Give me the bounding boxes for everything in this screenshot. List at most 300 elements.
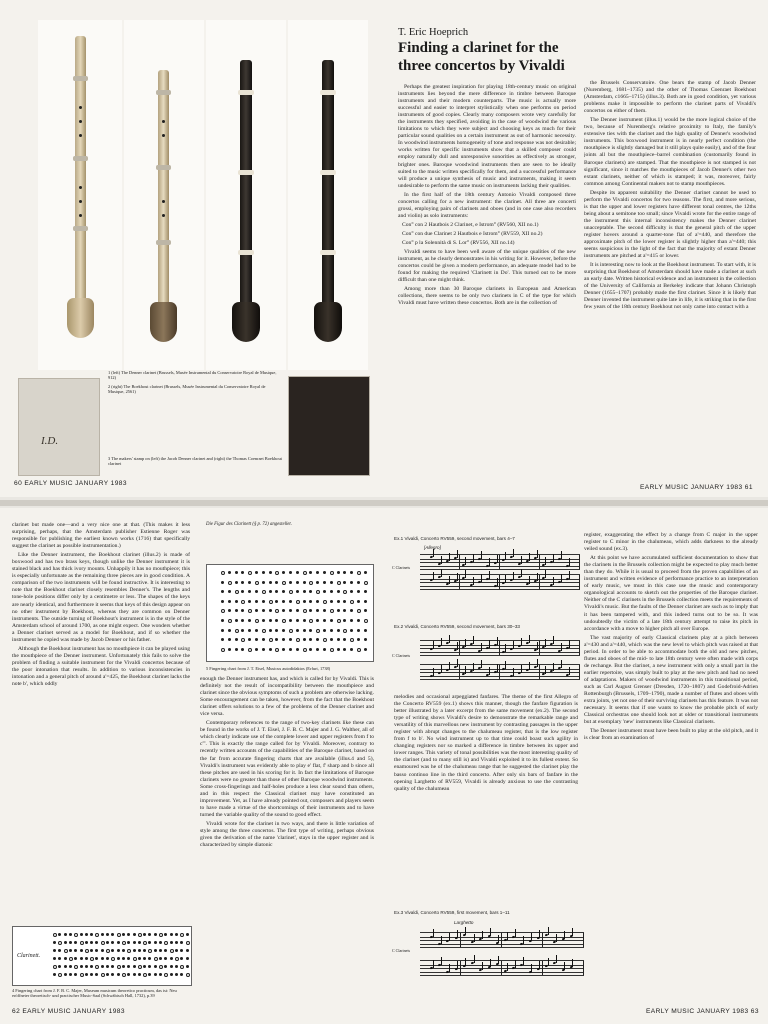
finger-hole-dot bbox=[228, 581, 232, 585]
finger-hole-dot bbox=[235, 590, 239, 594]
finger-hole-dot bbox=[330, 619, 333, 622]
staff-line bbox=[420, 559, 580, 560]
finger-hole-dot bbox=[117, 973, 120, 976]
barline bbox=[539, 641, 540, 655]
staff-I bbox=[420, 932, 584, 948]
finger-hole-dot bbox=[248, 638, 251, 641]
note-stem bbox=[561, 574, 562, 582]
finger-hole-dot bbox=[337, 600, 340, 603]
barline bbox=[499, 555, 500, 569]
finger-hole-dot bbox=[111, 941, 114, 944]
finger-hole-dot bbox=[138, 949, 141, 952]
finger-hole-dot bbox=[221, 609, 225, 613]
finger-hole-dot bbox=[143, 949, 146, 952]
finger-hole-dot bbox=[154, 965, 157, 968]
finger-hole-dot bbox=[143, 957, 146, 960]
finger-hole-dot bbox=[85, 941, 88, 944]
note-stem bbox=[481, 551, 482, 559]
finger-hole-dot bbox=[235, 648, 238, 651]
finger-hole-dot bbox=[323, 571, 326, 574]
finger-hole-dot bbox=[255, 581, 259, 585]
note-stem bbox=[513, 549, 514, 557]
paragraph: Although the Boekhout instrument has no mouthpiece it can be played using the mouthpiece of the Denner instrument. Unfortunately this fails to solve the problem of finding a suitable instrument for the Vivaldi concertos because of the poor intonation that results. In addition to various inconsistencies in intonation and a general pitch of around a'=425, the Boekhout clarinet lacks the note b', which oddly bbox=[12, 645, 190, 688]
note-stem bbox=[481, 660, 482, 668]
finger-hole-dot bbox=[143, 933, 146, 936]
barline bbox=[459, 665, 460, 679]
finger-hole-dot bbox=[309, 629, 312, 632]
finger-hole-dot bbox=[117, 941, 120, 944]
note-stem bbox=[569, 640, 570, 648]
note-stem bbox=[481, 574, 482, 582]
paragraph: Among more than 30 Baroque clarinets in European and American collections, there seems to be only two clarinets in C of the type for which Vivaldi must have written these concertos. Both are in the collection of bbox=[398, 286, 576, 307]
staff-line bbox=[420, 968, 584, 969]
finger-hole-dot bbox=[90, 973, 93, 976]
finger-hole-dot bbox=[186, 933, 189, 936]
note-stem bbox=[433, 549, 434, 557]
finger-hole-dot bbox=[180, 957, 183, 960]
finger-hole-dot bbox=[350, 609, 353, 612]
finger-hole-dot bbox=[296, 609, 299, 612]
note-stem bbox=[457, 573, 458, 581]
finger-hole-dot bbox=[296, 571, 299, 574]
finger-hole-dot bbox=[138, 965, 142, 969]
finger-hole-dot bbox=[154, 973, 157, 976]
clarinet-image bbox=[240, 60, 252, 340]
finger-hole-dot bbox=[80, 949, 83, 952]
finger-hole-dot bbox=[316, 638, 319, 641]
finger-hole-dot bbox=[111, 965, 114, 968]
finger-hole-dot bbox=[53, 973, 56, 976]
finger-hole-dot bbox=[337, 590, 340, 593]
finger-hole-dot bbox=[122, 941, 126, 945]
page-62 bbox=[0, 508, 384, 1024]
finger-hole-dot bbox=[228, 609, 231, 612]
paragraph: Vivaldi wrote for the clarinet in two ways, and there is little variation of style among the three concertos. The first type of writing, perhaps obvious given the derivation of the name 'clarinet', stays in the upper register and is characterized by simple diatonic bbox=[200, 820, 374, 849]
finger-hole-dot bbox=[289, 600, 292, 603]
finger-hole-dot bbox=[154, 957, 158, 961]
finger-hole-dot bbox=[275, 648, 279, 652]
finger-hole-dot bbox=[64, 941, 67, 944]
finger-hole-dot bbox=[262, 581, 265, 584]
paragraph: At this point we have accumulated sufficient documentation to show that the clarinets in the Brussels collection might be expected to play much better than they do. While it is usual to proceed from the proven capabilities of an instrument and written evidence of performance practice to an interpretation of early music, we must in this case use the music and contemporary organological accounts to sketch out the properties of the Baroque clarinet. Neither of the C clarinets in the Brussels collection meets the requirements of Vivaldi's music. But the faults of the Denner clarinet are such as to imply that it has been tampered with, and this indeed turns out to be so. It was undoubtedly the victim of a late 18th century attempt to raise its pitch in accordance with a move to higher pitch all over Europe. bbox=[584, 555, 758, 632]
finger-hole-dot bbox=[357, 590, 360, 593]
note-stem bbox=[441, 936, 442, 944]
note-stem bbox=[497, 637, 498, 645]
note-stem bbox=[507, 963, 508, 971]
note-stem bbox=[489, 667, 490, 675]
finger-hole-dot bbox=[180, 933, 184, 937]
barline bbox=[579, 575, 580, 589]
note-stem bbox=[569, 558, 570, 566]
finger-hole-dot bbox=[101, 941, 105, 945]
finger-hole-dot bbox=[69, 933, 72, 936]
note-stem bbox=[537, 642, 538, 650]
finger-hole-dot bbox=[282, 600, 285, 603]
finger-hole-dot bbox=[148, 957, 151, 960]
finger-hole-dot bbox=[53, 965, 57, 969]
staff-line bbox=[420, 566, 580, 567]
finger-hole-dot bbox=[330, 609, 334, 613]
note-stem bbox=[433, 572, 434, 580]
finger-hole-dot bbox=[248, 609, 252, 613]
finger-hole-dot bbox=[58, 973, 62, 977]
finger-hole-dot bbox=[316, 648, 319, 651]
note-stem bbox=[531, 964, 532, 972]
clarinet-image bbox=[322, 60, 334, 340]
note-stem bbox=[523, 957, 524, 965]
finger-hole-dot bbox=[235, 629, 239, 633]
finger-hole-dot bbox=[316, 600, 319, 603]
note-stem bbox=[465, 557, 466, 565]
finger-hole-dot bbox=[350, 571, 353, 574]
finger-hole-dot bbox=[143, 973, 147, 977]
note-stem bbox=[513, 668, 514, 676]
figure-caption-4: 4 Fingering chart from J. F. B. C. Majer, Museum musicum theoretico practicum, das ist: Neu eröffneter theoretisch- und practischer Music-Saal (Schwäbisch Hall, 1732), p.39 bbox=[12, 988, 177, 999]
finger-hole-dot bbox=[357, 571, 361, 575]
finger-hole-dot bbox=[275, 600, 278, 603]
finger-hole-dot bbox=[186, 941, 190, 945]
note-stem bbox=[449, 662, 450, 670]
finger-hole-dot bbox=[148, 973, 151, 976]
finger-hole-dot bbox=[101, 957, 104, 960]
page-footer: EARLY MUSIC JANUARY 1983 61 bbox=[640, 484, 753, 491]
finger-hole-dot bbox=[282, 638, 285, 641]
finger-hole-dot bbox=[133, 957, 137, 961]
note-stem bbox=[433, 929, 434, 937]
finger-hole-dot bbox=[337, 609, 340, 612]
staff-I bbox=[420, 554, 580, 570]
note-stem bbox=[521, 556, 522, 564]
finger-hole-dot bbox=[309, 581, 313, 585]
finger-hole-dot bbox=[357, 629, 360, 632]
finger-hole-dot bbox=[303, 590, 306, 593]
finger-hole-dot bbox=[175, 949, 178, 952]
finger-hole-dot bbox=[241, 571, 244, 574]
finger-hole-dot bbox=[127, 933, 130, 936]
finger-hole-dot bbox=[262, 619, 265, 622]
finger-hole-dot bbox=[143, 941, 147, 945]
note-stem bbox=[449, 553, 450, 561]
example-caption: Ex.3 Vivaldi, Concerto RV559, first movement, bars 1–11 bbox=[394, 910, 510, 915]
figure-caption-3: 3 The makers' stamp on (left) the Jacob Denner clarinet and (right) the Thomas Coenraet Boekhout clarinet bbox=[108, 456, 282, 467]
finger-hole-dot bbox=[148, 949, 152, 953]
text-column-left bbox=[394, 694, 578, 994]
finger-hole-dot bbox=[228, 648, 231, 651]
finger-hole-dot bbox=[64, 973, 67, 976]
finger-hole-dot bbox=[350, 581, 353, 584]
note-stem bbox=[490, 928, 491, 936]
finger-hole-dot bbox=[303, 600, 306, 603]
barline bbox=[501, 933, 502, 947]
finger-hole-dot bbox=[269, 600, 273, 604]
finger-hole-dot bbox=[106, 941, 109, 944]
staff-line bbox=[420, 652, 580, 653]
paragraph: It is interesting now to look at the Boekhout instrument. To start with, it is surprising that Boekhout of Amsterdam should have made a clarinet at such an early date. Written historical evidence and an instrument in the collection of the University of California at Berkeley indicate that Johann Christoph Denner (1655–1707) probably made the first clarinet. Since it is likely that Denner invented the instrument quite late in life, it is striking that in the first few years of the 18th century Boekhout not only came into contact with a bbox=[584, 262, 756, 311]
stamp-denner-text: I.D. bbox=[41, 435, 59, 447]
finger-hole-dot bbox=[303, 638, 306, 641]
finger-hole-dot bbox=[80, 957, 83, 960]
finger-hole-dot bbox=[228, 638, 231, 641]
finger-hole-dot bbox=[323, 638, 327, 642]
note-stem bbox=[481, 643, 482, 651]
finger-hole-dot bbox=[180, 973, 183, 976]
note-stem bbox=[572, 928, 573, 936]
finger-hole-dot bbox=[241, 619, 244, 622]
concerto-list-item: Con° p la Solennità di S. Lor° (RV556, XII no.14) bbox=[402, 239, 515, 246]
note-stem bbox=[553, 663, 554, 671]
finger-hole-dot bbox=[122, 949, 125, 952]
part-label: C Clarinets bbox=[392, 653, 411, 658]
finger-hole-dot bbox=[350, 629, 353, 632]
note-stem bbox=[489, 571, 490, 579]
finger-hole-dot bbox=[159, 957, 162, 960]
finger-hole-dot bbox=[170, 965, 173, 968]
finger-hole-dot bbox=[350, 648, 353, 651]
barline bbox=[579, 665, 580, 679]
finger-hole-dot bbox=[64, 949, 68, 953]
finger-hole-dot bbox=[235, 571, 238, 574]
finger-hole-dot bbox=[303, 629, 306, 632]
finger-hole-dot bbox=[296, 648, 299, 651]
note-stem bbox=[474, 955, 475, 963]
finger-hole-dot bbox=[180, 949, 183, 952]
finger-hole-dot bbox=[255, 590, 258, 593]
finger-hole-dot bbox=[330, 571, 334, 575]
finger-hole-dot bbox=[248, 619, 251, 622]
finger-hole-dot bbox=[282, 609, 285, 612]
finger-hole-dot bbox=[175, 941, 178, 944]
finger-hole-dot bbox=[343, 638, 346, 641]
finger-hole-dot bbox=[95, 949, 98, 952]
finger-hole-dot bbox=[289, 590, 293, 594]
note-stem bbox=[539, 961, 540, 969]
staff-line bbox=[420, 648, 580, 649]
finger-hole-dot bbox=[323, 619, 326, 622]
finger-hole-dot bbox=[228, 590, 231, 593]
finger-hole-dot bbox=[255, 619, 259, 623]
finger-hole-dot bbox=[296, 629, 299, 632]
barline bbox=[499, 641, 500, 655]
photo-boekhout-clarinet-front bbox=[206, 20, 286, 370]
finger-hole-dot bbox=[175, 933, 178, 936]
finger-hole-dot bbox=[148, 965, 151, 968]
finger-hole-dot bbox=[106, 949, 110, 953]
note-stem bbox=[507, 932, 508, 940]
figure-caption-1: 1 (left) The Denner clarinet (Brussels, Musée Instrumental du Conservatoire Royal de Musique, 912) bbox=[108, 370, 277, 381]
note-stem bbox=[531, 933, 532, 941]
chart-heading: Die Figur des Clarinett (§ p. 72) angestellet. bbox=[206, 522, 292, 527]
finger-hole-dot bbox=[175, 973, 178, 976]
finger-hole-dot bbox=[275, 629, 278, 632]
note-stem bbox=[473, 663, 474, 671]
note-stem bbox=[545, 666, 546, 674]
finger-hole-dot bbox=[316, 609, 319, 612]
finger-hole-dot bbox=[58, 949, 61, 952]
note-stem bbox=[482, 962, 483, 970]
finger-hole-dot bbox=[85, 973, 88, 976]
finger-hole-dot bbox=[117, 933, 121, 937]
finger-hole-dot bbox=[85, 965, 88, 968]
barline bbox=[539, 665, 540, 679]
finger-hole-dot bbox=[316, 629, 320, 633]
finger-hole-dot bbox=[364, 619, 368, 623]
finger-hole-dot bbox=[343, 648, 346, 651]
barline bbox=[539, 575, 540, 589]
finger-hole-dot bbox=[111, 933, 114, 936]
staff-line bbox=[420, 965, 584, 966]
note-stem bbox=[561, 643, 562, 651]
finger-hole-dot bbox=[255, 571, 258, 574]
finger-hole-dot bbox=[85, 949, 89, 953]
finger-hole-dot bbox=[221, 600, 224, 603]
finger-hole-dot bbox=[364, 590, 367, 593]
note-stem bbox=[553, 577, 554, 585]
finger-hole-dot bbox=[289, 619, 292, 622]
note-stem bbox=[545, 557, 546, 565]
note-stem bbox=[449, 933, 450, 941]
finger-hole-dot bbox=[241, 638, 245, 642]
staff-line bbox=[420, 586, 580, 587]
finger-hole-dot bbox=[164, 941, 168, 945]
staff-line bbox=[420, 676, 580, 677]
finger-hole-dot bbox=[95, 957, 98, 960]
finger-hole-dot bbox=[85, 957, 88, 960]
finger-hole-dot bbox=[357, 648, 361, 652]
finger-hole-dot bbox=[330, 648, 334, 652]
finger-hole-dot bbox=[343, 609, 346, 612]
finger-hole-dot bbox=[275, 590, 278, 593]
finger-hole-dot bbox=[148, 941, 151, 944]
finger-hole-dot bbox=[323, 581, 326, 584]
finger-hole-dot bbox=[106, 933, 109, 936]
finger-hole-dot bbox=[282, 648, 285, 651]
finger-hole-dot bbox=[90, 949, 93, 952]
note-stem bbox=[537, 550, 538, 558]
finger-hole-dot bbox=[101, 965, 104, 968]
finger-hole-dot bbox=[309, 571, 312, 574]
finger-hole-dot bbox=[248, 600, 251, 603]
finger-hole-dot bbox=[122, 973, 126, 977]
note-stem bbox=[556, 955, 557, 963]
finger-hole-dot bbox=[122, 933, 125, 936]
finger-hole-dot bbox=[221, 629, 224, 632]
staff-line bbox=[420, 562, 580, 563]
finger-hole-dot bbox=[275, 638, 278, 641]
note-stem bbox=[465, 927, 466, 935]
finger-hole-dot bbox=[127, 973, 130, 976]
note-stem bbox=[513, 641, 514, 649]
fingering-chart-eisel bbox=[206, 564, 374, 662]
note-stem bbox=[441, 556, 442, 564]
barline bbox=[579, 641, 580, 655]
note-stem bbox=[465, 570, 466, 578]
finger-hole-dot bbox=[289, 609, 292, 612]
article-author: T. Eric Hoeprich bbox=[398, 27, 469, 38]
note-stem bbox=[529, 553, 530, 561]
concerto-list-item: Con° con due Clarinet 2 Hautbois e Istrom° (RV559, XII no.2) bbox=[402, 230, 543, 237]
finger-hole-dot bbox=[133, 933, 136, 936]
note-stem bbox=[521, 638, 522, 646]
finger-hole-dot bbox=[337, 648, 340, 651]
note-stem bbox=[505, 575, 506, 583]
page-footer: 60 EARLY MUSIC JANUARY 1983 bbox=[14, 480, 127, 487]
note-stem bbox=[539, 930, 540, 938]
note-stem bbox=[553, 554, 554, 562]
note-stem bbox=[433, 641, 434, 649]
note-stem bbox=[564, 962, 565, 970]
tempo-marking: Larghetto bbox=[454, 920, 474, 925]
paragraph: Like the Denner instrument, the Boekhout clarinet (illus.2) is made of boxwood and has two brass keys, though unlike the Denner instrument it is stained black and has thick ivory mounts. Unhappily it has no mouthpiece; this is especially unfortunate as the remaining three pieces are in good condition. A comparison of the two instruments will be found instructive. It is interesting to note that the Boekhout clarinet closely resembles Denner's. The lengths and tone-hole positions differ only by a centimetre or less. The shapes of the keys are nearly identical, and furthermore it seems that keys of this design appear on no other instrument by Boekhout, whereas they are common on Denner instruments. The outside turning of Boekhout's instrument is in the style of the Amsterdam school of around 1700, as one might expect. One wonders whether a Denner clarinet served as a model for Boekhout, and if so whether the instrument he copied was made by Jacob Denner or his father. bbox=[12, 552, 190, 643]
note-stem bbox=[489, 640, 490, 648]
finger-hole-dot bbox=[309, 590, 312, 593]
finger-hole-dot bbox=[343, 590, 347, 594]
finger-hole-dot bbox=[269, 581, 272, 584]
barline bbox=[460, 961, 461, 975]
finger-hole-dot bbox=[127, 965, 130, 968]
finger-hole-dot bbox=[289, 581, 292, 584]
finger-hole-dot bbox=[164, 965, 167, 968]
staff-line bbox=[420, 669, 580, 670]
finger-hole-dot bbox=[248, 648, 252, 652]
paragraph: enough the Denner instrument has, and which is called for by Vivaldi. This is definitely not the result of incompatibility between the mouthpiece and clarinet since the obvious symptoms of such a problem are otherwise lacking. Some encouragement can be taken, however, from the fact that the Boekhout clarinet offers solutions to a few of the problems of the Denner clarinet and vice versa. bbox=[200, 676, 374, 718]
note-stem bbox=[465, 666, 466, 674]
chart-label: Clarinett. bbox=[17, 953, 41, 959]
note-stem bbox=[556, 934, 557, 942]
finger-hole-dot bbox=[74, 957, 77, 960]
finger-hole-dot bbox=[221, 648, 225, 652]
note-stem bbox=[457, 550, 458, 558]
note-stem bbox=[449, 635, 450, 643]
finger-hole-dot bbox=[186, 949, 189, 952]
finger-hole-dot bbox=[337, 571, 340, 574]
note-stem bbox=[548, 958, 549, 966]
note-stem bbox=[529, 662, 530, 670]
finger-hole-dot bbox=[262, 590, 266, 594]
note-stem bbox=[457, 961, 458, 969]
finger-hole-dot bbox=[337, 619, 341, 623]
finger-hole-dot bbox=[269, 571, 272, 574]
finger-hole-dot bbox=[106, 965, 109, 968]
staff-line bbox=[420, 582, 580, 583]
paragraph: The Denner instrument must have been built to play at the old pitch, and it is clear from an examination of bbox=[584, 728, 758, 742]
finger-hole-dot bbox=[289, 648, 292, 651]
finger-hole-dot bbox=[309, 648, 312, 651]
staff-line bbox=[420, 579, 580, 580]
finger-hole-dot bbox=[170, 933, 173, 936]
finger-hole-dot bbox=[69, 957, 73, 961]
note-stem bbox=[473, 577, 474, 585]
finger-hole-dot bbox=[74, 949, 77, 952]
note-stem bbox=[498, 935, 499, 943]
finger-hole-dot bbox=[255, 648, 258, 651]
note-stem bbox=[441, 957, 442, 965]
finger-hole-dot bbox=[275, 619, 278, 622]
finger-hole-dot bbox=[228, 571, 231, 574]
finger-hole-dot bbox=[221, 571, 225, 575]
finger-hole-dot bbox=[350, 619, 353, 622]
finger-hole-dot bbox=[337, 629, 340, 632]
finger-hole-dot bbox=[262, 600, 265, 603]
finger-hole-dot bbox=[303, 581, 306, 584]
paragraph: The Denner instrument (illus.1) would be the more logical choice of the two, because of Nuremberg's relative proximity to Italy, the family's extensive ties with the clarinet and the high quality of Denner's woodwind instruments. This boxwood instrument is in nearly perfect condition (the mouthpiece is slightly damaged but it still plays quite easily), and of the four joints all but the mouthpiece–barrel combination (customarily found in Baroque clarinets) are stamped. That the mouthpiece is not stamped is not significant, since it matches the mouthpieces of Jacob Denner's other two extant clarinets, neither of which is stamped; it was, moreover, fairly common among Continental makers not to stamp mouthpieces. bbox=[584, 117, 756, 187]
finger-hole-dot bbox=[64, 933, 67, 936]
finger-hole-dot bbox=[235, 619, 238, 622]
finger-hole-dot bbox=[154, 949, 157, 952]
finger-hole-dot bbox=[323, 629, 326, 632]
finger-hole-dot bbox=[106, 957, 109, 960]
finger-hole-dot bbox=[133, 973, 136, 976]
finger-hole-dot bbox=[262, 571, 265, 574]
